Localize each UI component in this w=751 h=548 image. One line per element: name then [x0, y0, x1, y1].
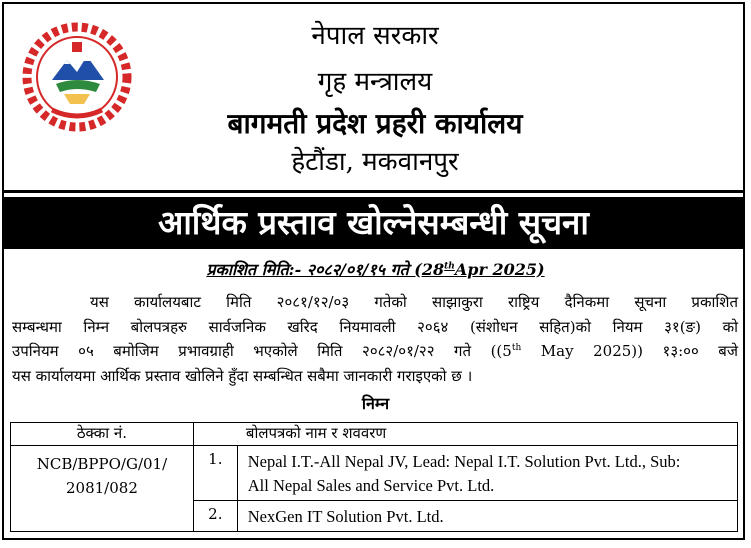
header-line-office: बागमती प्रदेश प्रहरी कार्यालय — [227, 107, 523, 140]
row-number: 2. — [193, 501, 237, 532]
body-line: उपनियम ०५ बमोजिम प्रभावग्राही भएकोले मिति २०८२/०१/२२ गते ((5th May 2025)) १३:०० बजे — [12, 342, 738, 360]
table-header-row — [11, 423, 738, 446]
column-header-contract-no: ठेक्का नं. — [11, 423, 194, 446]
contract-number-cell: NCB/BPPO/G/01/ 2081/082 — [11, 446, 194, 532]
tender-table — [10, 422, 738, 532]
header-separator — [2, 190, 745, 193]
published-date — [0, 258, 751, 280]
bidder-name-cell: NexGen IT Solution Pvt. Ltd. — [237, 501, 737, 532]
body-line: यस कार्यालयबाट मिति २०८१/१२/०३ गतेको साझाकुरा राष्ट्रिय दैनिकमा सूचना प्रकाशित — [90, 293, 738, 311]
published-date-text: प्रकाशित मिति:- २०८२/०१/१५ गते (28thApr 2025) — [206, 260, 545, 279]
nepal-emblem-icon — [22, 22, 132, 132]
notice-body — [12, 290, 738, 388]
header-line-location: हेटौंडा, मकवानपुर — [291, 147, 459, 177]
column-header-bidder: बोलपत्रको नाम र शववरण — [193, 423, 737, 446]
row-number: 1. — [193, 446, 237, 501]
body-line: सम्बन्धमा निम्न बोलपत्रहरु सार्वजनिक खरिद नियमावली २०६४ (संशोधन सहित)को नियम ३१(ङ) को — [12, 317, 738, 336]
header-line-government: नेपाल सरकार — [311, 21, 439, 51]
table-row — [11, 446, 738, 501]
bidder-name-cell: Nepal I.T.-All Nepal JV, Lead: Nepal I.T. Solution Pvt. Ltd., Sub: All Nepal Sales and Service Pvt. Ltd. — [237, 446, 737, 501]
notice-title-banner: आर्थिक प्रस्ताव खोल्नेसम्बन्धी सूचना — [2, 197, 745, 249]
body-line: यस कार्यालयमा आर्थिक प्रस्ताव खोलिने हुँदा सम्बन्धित सबैमा जानकारी गराइएको छ । — [12, 366, 473, 385]
list-title: निम्न — [361, 394, 390, 413]
header-line-ministry: गृह मन्त्रालय — [317, 67, 433, 97]
